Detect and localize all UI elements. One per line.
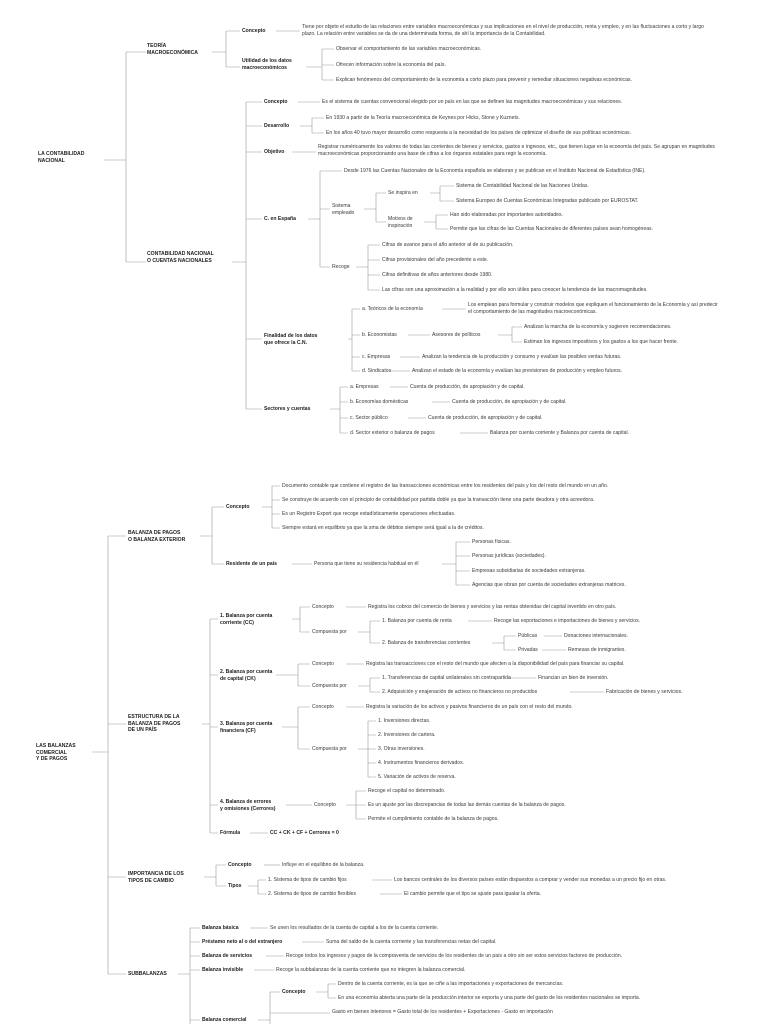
node-desarrollo: Desarrollo [264, 123, 290, 129]
text-tipo-cambio: El cambio permite que el tipo se ajuste para igualar la oferta. [404, 891, 542, 897]
text-espana-intro: Desde 1976 las Cuentas Nacionales de la Economía española se elaboran y se publican en el Instituto Nacional de Estadística (INE). [344, 168, 646, 174]
node-formula: Fórmula [220, 830, 241, 836]
node-cc-compuesta: Compuesta por [312, 629, 347, 635]
node-recoge: Recoge [332, 264, 350, 270]
node-residente-pais: Residente de un país [226, 561, 277, 567]
node-cn-concepto: Concepto [264, 99, 288, 105]
node-balanza-cc: 1. Balanza por cuenta corriente (CC) [220, 613, 273, 626]
text-ck-concepto: Registra las transacciones con el resto del mundo que afecten a la disponibilidad del país para financiar su capital. [366, 661, 625, 667]
node-sub-item: Balanza básica [202, 925, 239, 931]
text-utilidad-item: Ofrecen información sobre la economía del país. [336, 62, 446, 68]
text-recoge-item: Cifras de avance para el año anterior al de su publicación. [382, 242, 514, 248]
node-comercial-concepto: Concepto [282, 989, 306, 995]
node-teoria-macroeconomica: TEORÍA MACROECONÓMICA [147, 43, 198, 56]
root-contabilidad-nacional: LA CONTABILIDAD NACIONAL [38, 151, 85, 164]
node-utilidad-datos: Utilidad de los datos macroeconómicos [242, 58, 292, 71]
text-privadas: Remesas de inmigrantes. [568, 647, 626, 653]
node-importancia-tipos: IMPORTANCIA DE LOS TIPOS DE CAMBIO [128, 871, 184, 884]
text-cf-item: 1. Inversiones directas. [378, 718, 431, 724]
text-cf-item: 5. Variación de activos de reserva. [378, 774, 456, 780]
node-err-concepto: Concepto [314, 802, 336, 808]
text-sub-item: Recoge la subbalanzas de la cuenta corriente que no integren la balanza comercial. [276, 967, 466, 973]
text-publicas: Donaciones internacionales. [564, 633, 628, 639]
node-sub-item: Préstamo neto al o del extranjero [202, 939, 283, 945]
text-sub-item: Recoge todos los ingresos y pagos de la compraventa de servicios de los residentes de un país a otro sin ser estos servicios factores de producción. [286, 953, 623, 959]
text-utilidad-item: Observar el comportamiento de las variables macroeconómicas. [336, 46, 482, 52]
node-contabilidad-nacional: CONTABILIDAD NACIONAL O CUENTAS NACIONALES [147, 251, 214, 264]
node-asesores-politicos: Asesores de políticos [432, 332, 481, 338]
text-sector-cuentas: Cuenta de producción, de apropiación y de capital. [452, 399, 567, 405]
text-motivos-item: Han sido elaboradas por importantes autoridades. [450, 212, 563, 218]
text-tipo-cambio: Los bancos centrales de los diversos países están dispuestos a comprar y vender sus monedas a un precio fijo en otras. [394, 877, 667, 883]
node-empresas-fin: c. Empresas [362, 354, 391, 360]
text-residente-item: Personas jurídicas (sociedades). [472, 553, 546, 559]
text-recoge-item: Las cifras son una aproximación a la realidad y por ello son útiles para conocer la tendencia de las macromagnitudes. [382, 287, 648, 293]
node-ck-item: 2. Adquisición y enajenación de activos no financieros no producidos [382, 689, 538, 695]
node-sector: c. Sector público [350, 415, 388, 421]
text-gasto-bienes: Gasto en bienes interiores = Gasto total de los residentes + Exportaciones - Gasto en importación [332, 1009, 553, 1015]
text-balanza-renta: Recoge las exportaciones e importaciones de bienes y servicios. [494, 618, 641, 624]
node-imp-concepto: Concepto [228, 862, 252, 868]
node-economistas: b. Economistas [362, 332, 397, 338]
text-inspira-item: Sistema de Contabilidad Nacional de las Naciones Unidas. [456, 183, 589, 189]
node-cf-compuesta: Compuesta por [312, 746, 347, 752]
text-comercial-concepto: Dentro de la cuenta corriente, es la que se ciñe a las importaciones y exportaciones de mercancías. [338, 981, 564, 987]
text-asesores-item: Estiman los ingresos impositivos y los gastos a los que hacer frente. [524, 339, 679, 345]
text-asesores-item: Analizan la marcha de la economía y sugieren recomendaciones. [524, 324, 672, 330]
text-cf-concepto: Registra la variación de los activos y pasivos financieros de un país con el resto del mundo. [366, 704, 573, 710]
node-sindicatos: d. Sindicatos [362, 368, 392, 374]
node-balanza-errores: 4. Balanza de errores y omisiones (Cerrores) [220, 799, 276, 812]
node-sector: d. Sector exterior o balanza de pagos [350, 430, 435, 436]
text-residente-item: Personas físicas. [472, 539, 511, 545]
root-balanzas: LAS BALANZAS COMERCIAL Y DE PAGOS [36, 743, 76, 763]
node-tipo-cambio: 2. Sistema de tipos de cambio flexibles [268, 891, 357, 897]
node-sector: b. Economías domésticas [350, 399, 409, 405]
text-comercial-concepto: En una economía abierta una parte de la producción interior se exporta y una parte del gasto de los residentes nacionales se importa. [338, 995, 641, 1001]
text-bp-concepto-item: Siempre estará en equilibrio ya que la sma de débitos siempre será igual a la de créditos. [282, 525, 484, 531]
node-sub-item: Balanza de servicios [202, 953, 253, 959]
node-tipos: Tipos [228, 883, 242, 889]
node-estructura-bp: ESTRUCTURA DE LA BALANZA DE PAGOS DE UN PAÍS [128, 714, 181, 734]
text-err-item: Es un ajuste por las discrepancias de todas las demás cuentas de la balanza de pagos. [368, 802, 566, 808]
text-residente-item: Empresas subsidiarias de sociedades extranjeras. [472, 568, 586, 574]
text-bp-concepto-item: Documento contable que contiene el registro de las transacciones económicas entre los residentes del país y los del resto del mundo en un año. [282, 483, 609, 489]
node-motivos-inspiracion: Motivos de inspiración [388, 216, 413, 229]
text-recoge-item: Cifras definitivas de años anteriores desde 1980. [382, 272, 493, 278]
node-transferencias-corrientes: 2. Balanza de transferencias corrientes [382, 640, 471, 646]
text-residente-item: Agencias que obran por cuenta de sociedades extranjeras matrices. [472, 582, 626, 588]
text-residente-def: Persona que tiene su residencia habitual en él [314, 561, 419, 567]
text-objetivo: Registrar numéricamente los valores de todas las corrientes de bienes y servicios, gastos e ingresos, etc., que tienen lugar en la economía del país. Se agrupan en magnitudes macroeconómicas proporcionando una base de cifras a los órganos estatales para regir la economía. [318, 144, 715, 157]
node-ck-item: 1. Transferencias de capital unilaterales sin contrapartida [382, 675, 511, 681]
text-cn-concepto: Es el sistema de cuentas convencional elegido por un país en las que se definen las magnitudes macroeconómicas y sus relaciones. [322, 99, 623, 105]
text-desarrollo-item: En 1930 a partir de la Teoría macroeconómica de Keynes por Hicks, Stone y Kuznets. [326, 115, 520, 121]
node-bp-concepto: Concepto [226, 504, 250, 510]
text-desarrollo-item: En los años 40 tuvo mayor desarrollo como respuesta a la necesidad de los países de optimizar el diseño de sus políticas económicas. [326, 130, 631, 136]
node-tipo-cambio: 1. Sistema de tipos de cambio fijos [268, 877, 347, 883]
node-teoricos-economia: a. Teóricos de la economía [362, 306, 423, 312]
text-ck-item: Fabricación de bienes y servicios. [606, 689, 683, 695]
node-publicas: Públicas [518, 633, 538, 639]
text-cf-item: 2. Inversiones de cartera. [378, 732, 436, 738]
text-sector-cuentas: Cuenta de producción, de apropiación y de capital. [428, 415, 543, 421]
node-sector: a. Empresas [350, 384, 379, 390]
text-motivos-item: Permite que las cifras de las Cuentas Nacionales de diferentes países sean homogéneas. [450, 226, 654, 232]
text-imp-concepto: Influye en el equilibrio de la balanza. [282, 862, 365, 868]
text-sector-cuentas: Balanza por cuenta corriente y Balanza por cuenta de capital. [490, 430, 630, 436]
node-finalidad-datos: Finalidad de los datos que ofrece la C.N. [264, 333, 318, 346]
text-inspira-item: Sistema Europeo de Cuentas Económicas Integradas publicado por EUROSTAT. [456, 198, 639, 204]
text-err-item: Permite el cumplimiento contable de la balanza de pagos. [368, 816, 499, 822]
node-c-en-espana: C. en España [264, 216, 296, 222]
node-sub-item: Balanza invisible [202, 967, 244, 973]
text-bp-concepto-item: Se construye de acuerdo con el principio de contabilidad por partida doble ya que la transacción tiene una parte deudora y otra acreedora. [282, 497, 595, 503]
text-err-item: Recoge el capital no determinado. [368, 788, 446, 794]
text-formula: CC + CK + CF + Cerrores = 0 [270, 830, 339, 836]
node-teoria-concepto: Concepto [242, 28, 266, 34]
text-sindicatos: Analizan el estado de la economía y evalúan las previsiones de producción y empleo futuros. [412, 368, 623, 374]
node-objetivo: Objetivo [264, 149, 285, 155]
node-privadas: Privadas [518, 647, 538, 653]
node-balanza-ck: 2. Balanza por cuenta de capital (CK) [220, 669, 273, 682]
node-cc-concepto: Concepto [312, 604, 334, 610]
text-sub-item: Suma del saldo de la cuenta corriente y las transferencias netas del capital. [326, 939, 497, 945]
node-sistema-empleado: Sistema empleado [332, 203, 355, 216]
node-balanza-renta: 1. Balanza por cuenta de renta [382, 618, 452, 624]
node-sectores-cuentas: Sectores y cuentas [264, 406, 311, 412]
node-balanza-comercial: Balanza comercial [202, 1017, 247, 1023]
node-ck-concepto: Concepto [312, 661, 334, 667]
node-subbalanzas: SUBBALANZAS [128, 971, 167, 977]
node-balanza-cf: 3. Balanza por cuenta financiera (CF) [220, 721, 273, 734]
text-cf-item: 4. Instrumentos financieros derivados. [378, 760, 465, 766]
text-empresas-fin: Analizan la tendencia de la producción y consumo y evalúan las posibles ventas futuras. [422, 354, 622, 360]
text-sub-item: Se unen los resultados de la cuenta de capital a los de la cuenta corriente. [270, 925, 439, 931]
text-recoge-item: Cifras provisionales del año precedente a este. [382, 257, 489, 263]
node-cf-concepto: Concepto [312, 704, 334, 710]
text-bp-concepto-item: Es un Registro Export que recoge estadísticamente operaciones efectuadas. [282, 511, 456, 517]
node-se-inspira-en: Se inspira en [388, 190, 418, 196]
node-ck-compuesta: Compuesta por [312, 683, 347, 689]
text-sector-cuentas: Cuenta de producción, de apropiación y de capital. [410, 384, 525, 390]
text-cc-concepto: Registra los cobros del comercio de bienes y servicios y las rentas obtenidas del capital invertido en otro país. [368, 604, 617, 610]
text-cf-item: 3. Otras inversiones. [378, 746, 425, 752]
text-ck-item: Financian un bien de inversión. [538, 675, 609, 681]
text-utilidad-item: Explican fenómenos del comportamiento de la economía a corto plazo para prevenir y remediar situaciones negativas económicas. [336, 77, 632, 83]
text-teoria-concepto: Tiene por objeto el estudio de las relaciones entre variables macroeconómicas y sus implicaciones en el nivel de producción, renta y empleo, y en las fluctuaciones a corto y largo plazo. La relación entre variables se da de una determinada forma, de ahí la importancia de la Contabilidad. [302, 24, 704, 37]
text-teoricos: Los emplean para formular y construir modelos que expliquen el funcionamiento de la Economía y así predecir el comportamiento de las magnitudes macroeconómicas. [468, 302, 718, 315]
node-balanza-pagos: BALANZA DE PAGOS O BALANZA EXTERIOR [128, 530, 186, 543]
